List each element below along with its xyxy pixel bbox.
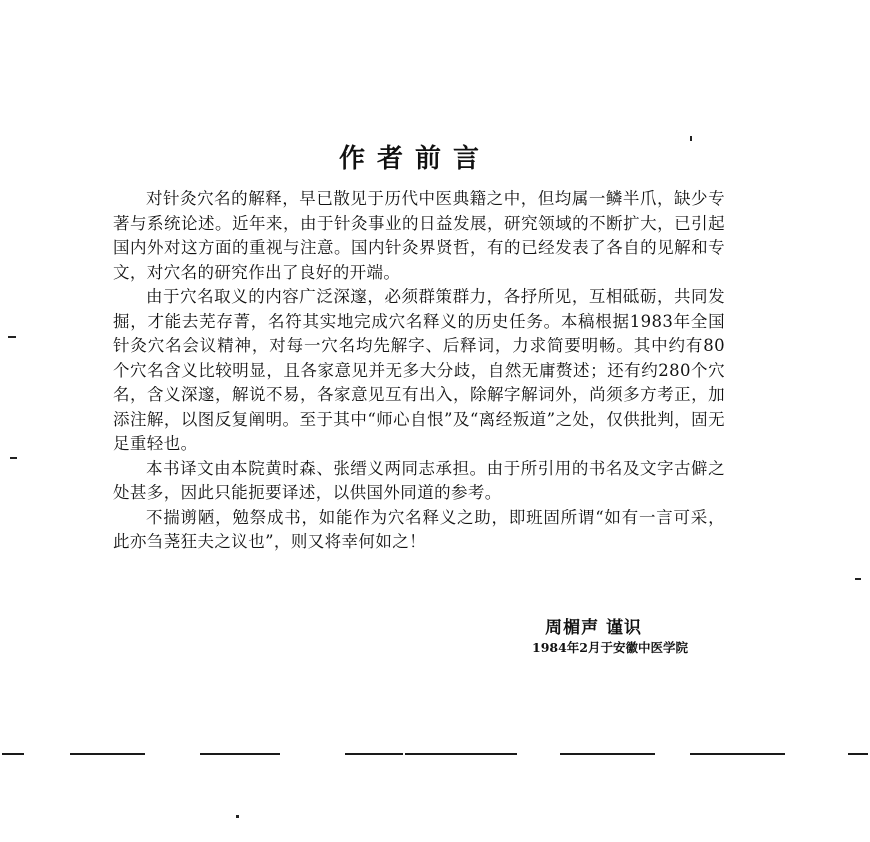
scan-tick-mark	[855, 578, 861, 580]
paragraph: 本书译文由本院黄时森、张缙义两同志承担。由于所引用的书名及文字古僻之处甚多，因此只能扼要译述，以供国外同道的参考。	[113, 458, 725, 502]
bottom-border-segment	[405, 753, 517, 755]
bottom-border-segment	[2, 753, 24, 755]
paragraph: 不揣谫陋，勉祭成书，如能作为穴名释义之助，即班固所谓“如有一言可采，此亦刍荛狂夫之议也”，则又将幸何如之！	[113, 507, 725, 551]
bottom-border-segment	[345, 753, 403, 755]
scan-tick-mark	[236, 815, 239, 818]
bottom-border-segment	[70, 753, 145, 755]
bottom-border-segment	[560, 753, 655, 755]
scan-tick-mark	[10, 457, 17, 459]
preface-body	[113, 187, 725, 555]
date-place-line: 1984年2月于安徽中医学院	[532, 640, 688, 655]
bottom-border-segment	[690, 753, 785, 755]
paragraph: 对针灸穴名的解释，早已散见于历代中医典籍之中，但均属一鳞半爪，缺少专著与系统论述。近年来，由于针灸事业的日益发展，研究领域的不断扩大，已引起国内外对这方面的重视与注意。国内针灸界贤哲，有的已经发表了各自的见解和专文，对穴名的研究作出了良好的开端。	[113, 189, 725, 282]
bottom-border-segment	[200, 753, 280, 755]
scan-tick-mark	[8, 336, 16, 338]
author-signature: 周楣声 谨识	[545, 618, 642, 638]
page-title: 作者前言	[338, 144, 491, 174]
scan-tick-mark	[690, 136, 692, 141]
bottom-border-segment	[848, 753, 868, 755]
paragraph: 由于穴名取义的内容广泛深邃，必须群策群力，各抒所见，互相砥砺，共同发掘，才能去芜存菁，名符其实地完成穴名释义的历史任务。本稿根据1983年全国针灸穴名会议精神，对每一穴名均先解字、后释词，力求简要明畅。其中约有80个穴名含义比较明显，且各家意见并无多大分歧，自然无庸赘述；还有约280个穴名，含义深邃，解说不易，各家意见互有出入，除解字解词外，尚须多方考正，加添注解，以图反复阐明。至于其中“师心自恨”及“离经叛道”之处，仅供批判，固无足重轻也。	[113, 287, 725, 453]
